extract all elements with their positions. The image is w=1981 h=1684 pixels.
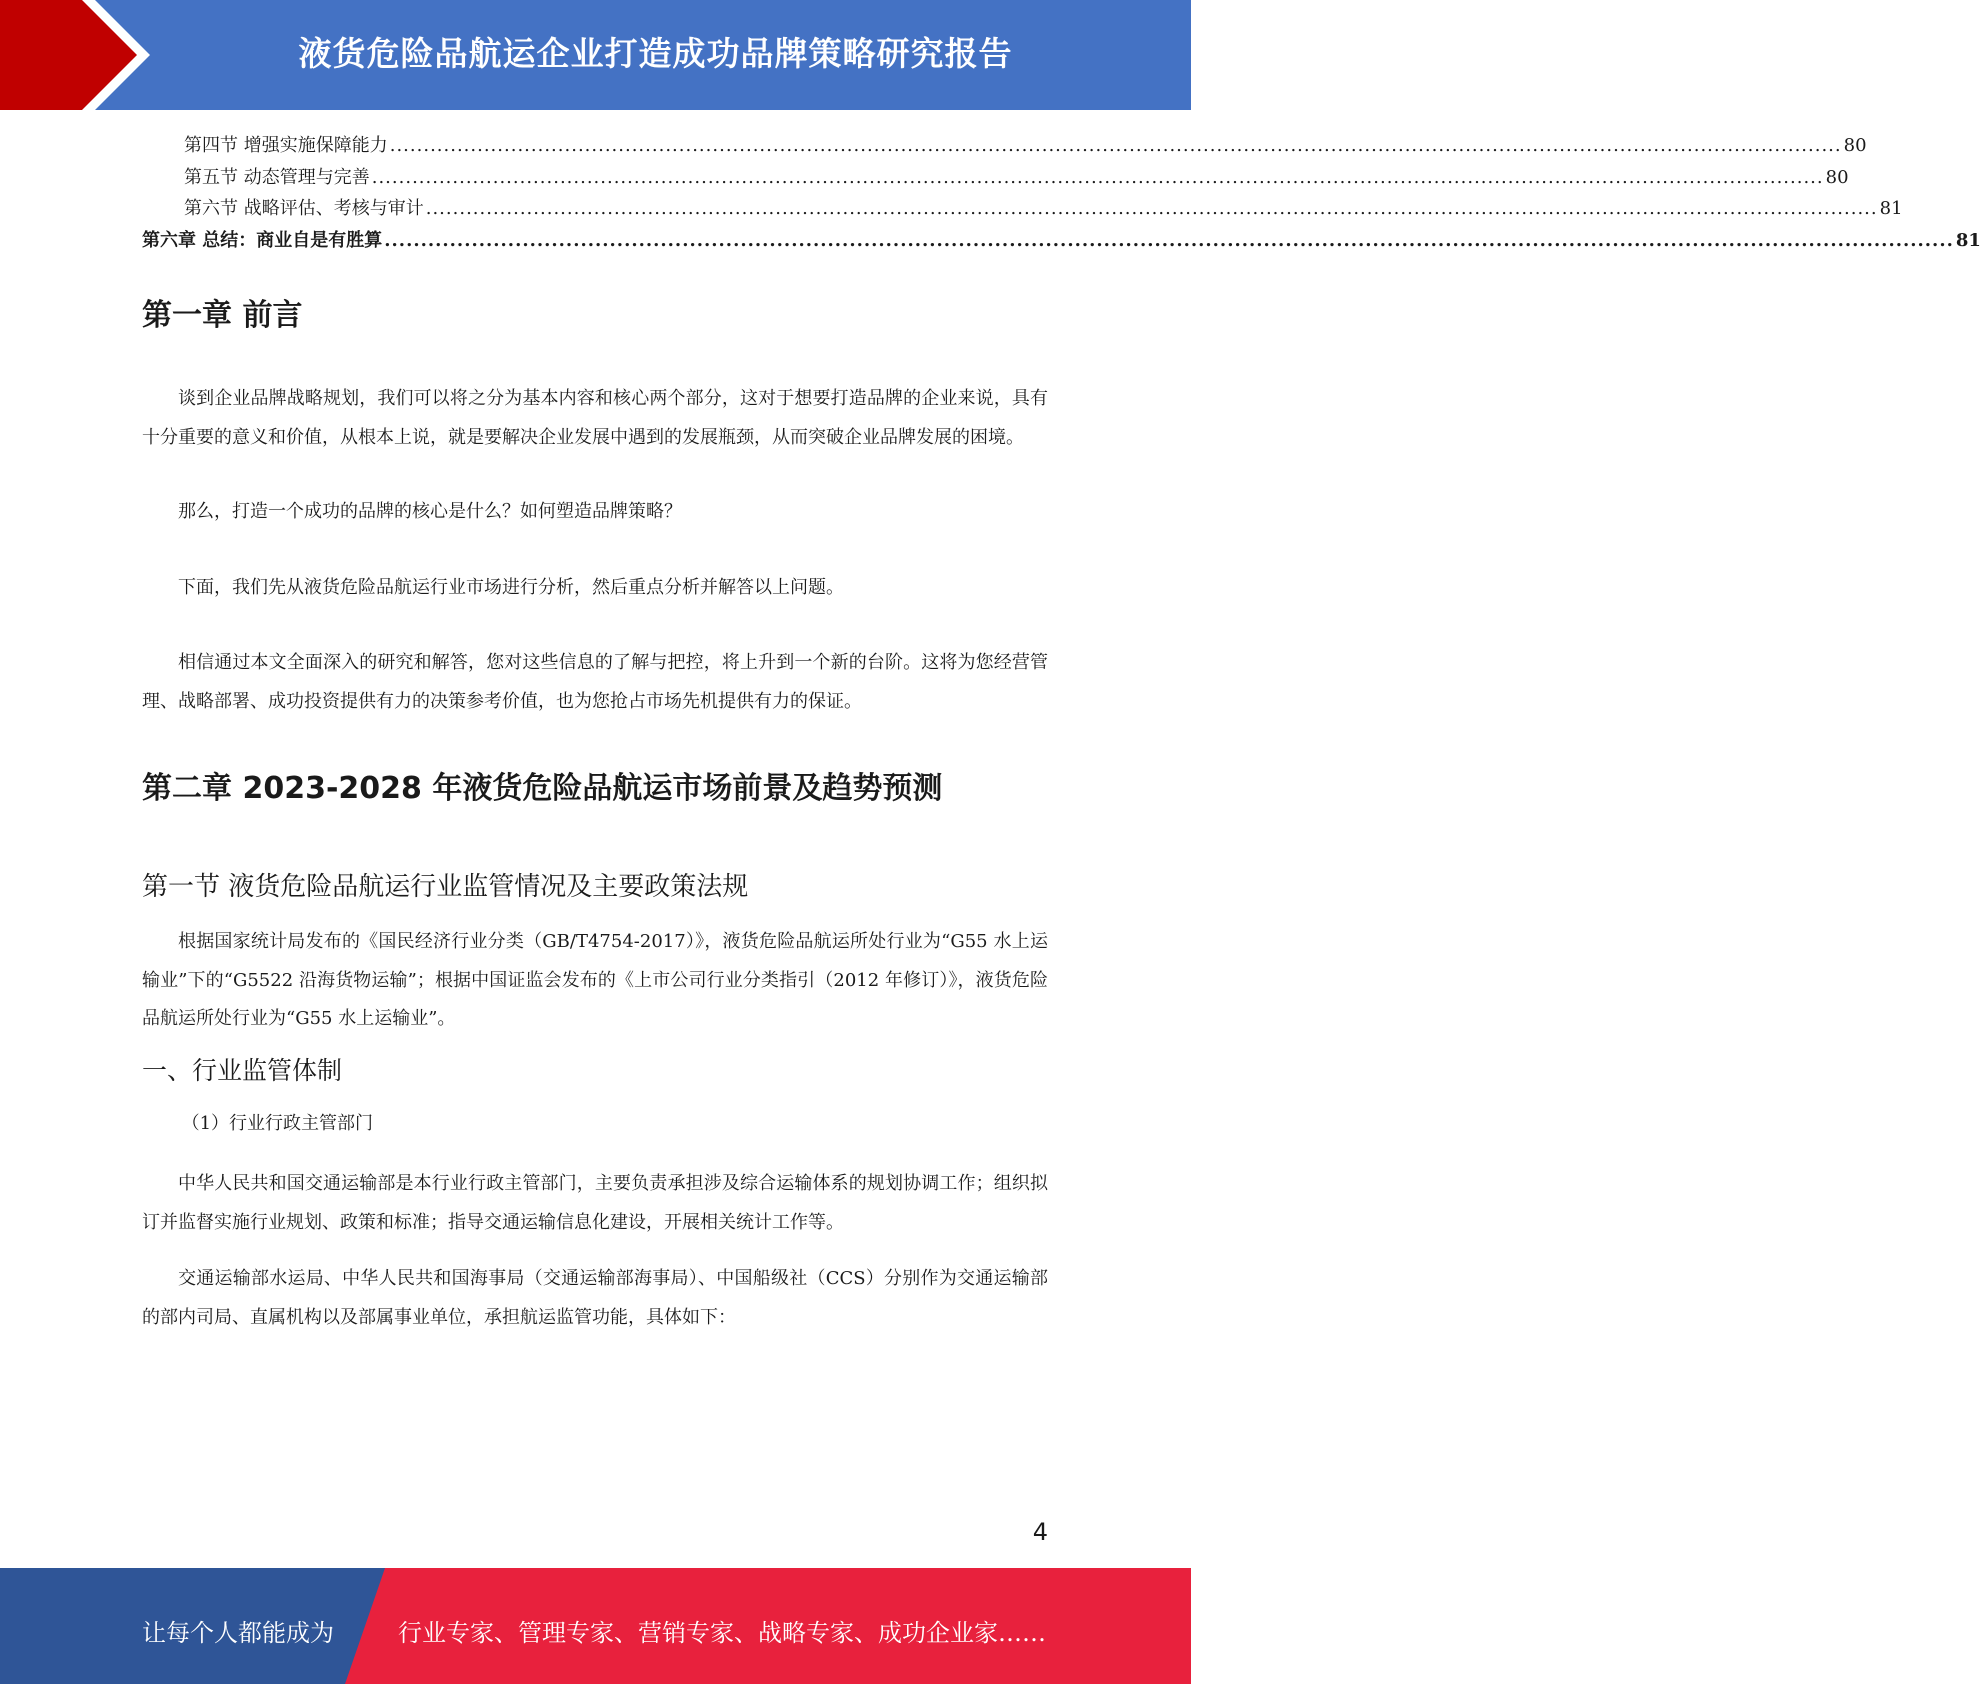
document-body [142,278,1048,1337]
toc-item-label: 第六章 总结：商业自是有胜算 [142,229,383,251]
paragraph: 谈到企业品牌战略规划，我们可以将之分为基本内容和核心两个部分，这对于想要打造品牌的企业来说，具有十分重要的意义和价值，从根本上说，就是要解决企业发展中遇到的发展瓶颈，从而突破企业品牌发展的困境。 [142,388,1048,448]
paragraph: 那么，打造一个成功的品牌的核心是什么？如何塑造品牌策略？ [178,501,682,522]
paragraph: 中华人民共和国交通运输部是本行业行政主管部门，主要负责承担涉及综合运输体系的规划协调工作；组织拟订并监督实施行业规划、政策和标准；指导交通运输信息化建设，开展相关统计工作等。 [142,1173,1048,1233]
table-of-contents [142,130,1981,256]
toc-item-page: 81 [1879,198,1903,219]
section-title: 第一节 液货危险品航运行业监管情况及主要政策法规 [142,872,749,902]
toc-leader-dots: ........................................................................................................................................................................................................................ [425,198,1878,219]
paragraph: 相信通过本文全面深入的研究和解答，您对这些信息的了解与把控，将上升到一个新的台阶。这将为您经营管理、战略部署、成功投资提供有力的决策参考价值，也为您抢占市场先机提供有力的保证。 [142,652,1048,712]
toc-item-label: 第六节 战略评估、考核与审计 [184,198,424,219]
toc-item-label: 第五节 动态管理与完善 [184,166,370,188]
toc-leader-dots: ........................................................................................................................................................................................................................ [389,135,1842,156]
toc-item-label: 第四节 增强实施保障能力 [184,135,388,156]
paragraph: 交通运输部水运局、中华人民共和国海事局（交通运输部海事局）、中国船级社（CCS）分别作为交通运输部的部内司局、直属机构以及部属事业单位，承担航运监管功能，具体如下： [142,1268,1048,1328]
paragraph: 下面，我们先从液货危险品航运行业市场进行分析，然后重点分析并解答以上问题。 [178,576,844,598]
header-arrow-decoration [0,0,160,110]
paragraph: 根据国家统计局发布的《国民经济行业分类（GB/T4754-2017）》，液货危险品航运所处行业为“G55 水上运输业”下的“G5522 沿海货物运输”；根据中国证监会发布的《上市公司行业分类指引（2012 年修订）》，液货危险品航运所处行业为“G55 水上运输业”。 [142,931,1048,1029]
page-number: 4 [1032,1518,1048,1546]
page-footer [0,1568,1191,1684]
page-header [0,0,1191,110]
toc-item-page: 80 [1843,135,1867,156]
toc-item[interactable] [142,130,1867,162]
chapter-title: 第一章 前言 [142,298,303,333]
subsection-title: 一、行业监管体制 [142,1055,343,1085]
footer-slogan-right: 行业专家、管理专家、营销专家、战略专家、成功企业家…… [398,1619,1046,1647]
toc-item-page: 81 [1955,229,1981,251]
toc-item[interactable] [142,162,1849,194]
list-item-heading: （1）行业行政主管部门 [181,1112,374,1134]
header-title: 液货危险品航运企业打造成功品牌策略研究报告 [298,34,1013,73]
toc-item[interactable] [142,193,1903,225]
toc-leader-dots: ........................................................................................................................................................................................................................ [371,166,1824,188]
toc-item[interactable] [142,225,1981,257]
toc-item-page: 80 [1825,166,1849,188]
footer-slogan-left: 让每个人都能成为 [142,1619,334,1647]
chapter-title: 第二章 2023-2028 年液货危险品航运市场前景及趋势预测 [142,771,943,806]
toc-leader-dots: ........................................................................................................................................................................................................................ [384,229,1954,251]
